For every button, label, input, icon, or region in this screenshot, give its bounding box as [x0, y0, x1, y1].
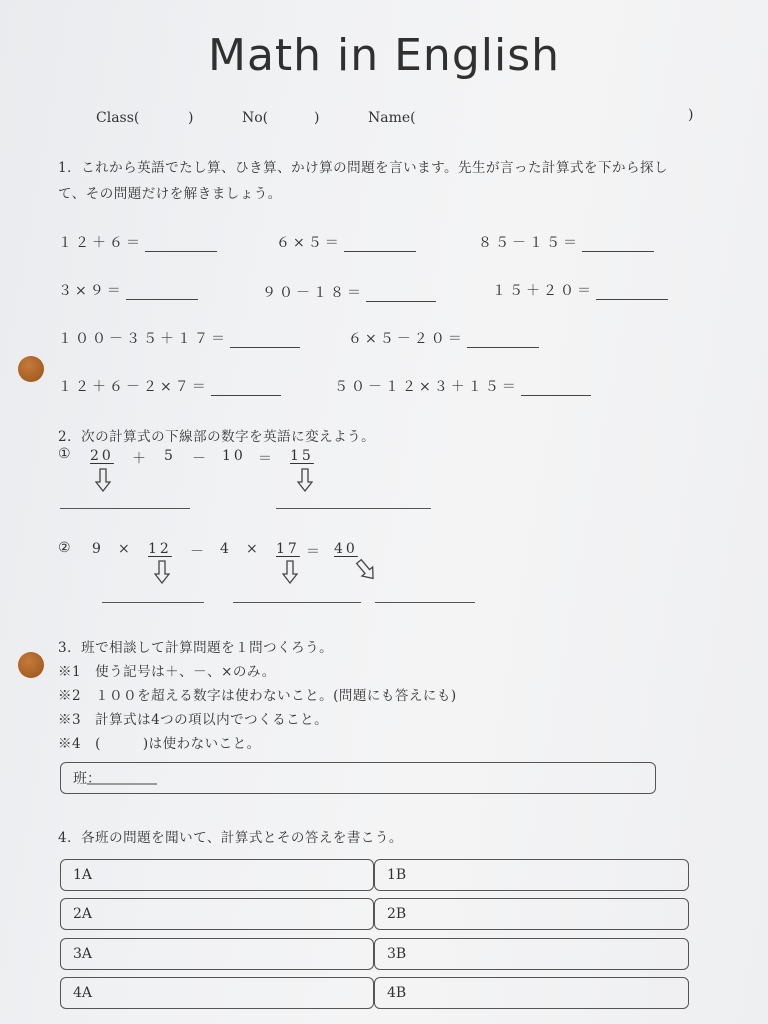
rule-3: ※3 計算式は4つの項以内でつくること。 [58, 712, 329, 728]
item1-eq: ＝ [258, 451, 275, 467]
item2-op1: × [118, 541, 133, 557]
answer-line[interactable] [102, 602, 204, 603]
answer-line[interactable] [276, 508, 431, 509]
answer-box-4a[interactable]: 4A [60, 977, 374, 1009]
item1-op2: － [192, 451, 209, 467]
item2-marker: ② [58, 540, 74, 556]
rule-2: ※2 １００を超える数字は使わないこと。(問題にも答えにも) [58, 688, 457, 704]
item2-op3: × [246, 541, 261, 557]
name-close: ) [688, 107, 694, 123]
problem-5: ９０－１８＝ [262, 282, 436, 302]
answer-box-2b[interactable]: 2B [374, 898, 689, 930]
section4-instruction: 4．各班の問題を聞いて、計算式とその答えを書こう。 [58, 830, 403, 846]
diagonal-arrow-icon [355, 558, 377, 582]
answer-box-3a[interactable]: 3A [60, 938, 374, 970]
item1-ans: 15 [290, 448, 314, 464]
answer-line[interactable] [60, 508, 190, 509]
item2-n1: 9 [92, 541, 104, 557]
binder-hole-top [18, 356, 44, 382]
item1-n1: 20 [90, 448, 114, 464]
answer-box-4b[interactable]: 4B [374, 977, 689, 1009]
item2-n2: 12 [148, 541, 172, 557]
item1-op1: ＋ [132, 451, 149, 467]
answer-line[interactable] [375, 602, 475, 603]
item2-op2: － [190, 544, 207, 560]
problem-1: １２＋６＝ [58, 232, 217, 252]
answer-box-1b[interactable]: 1B [374, 859, 689, 891]
answer-line[interactable] [233, 602, 361, 603]
answer-box-1a[interactable]: 1A [60, 859, 374, 891]
item1-marker: ① [58, 446, 74, 462]
problem-2: ６×５＝ [276, 232, 416, 252]
answer-box-3b[interactable]: 3B [374, 938, 689, 970]
problem-8: ６×５－２０＝ [348, 328, 539, 348]
problem-4: ３×９＝ [58, 280, 198, 300]
name-label: Name( [368, 110, 416, 126]
rule-1: ※1 使う記号は＋、－、×のみ。 [58, 664, 276, 680]
item1-n3: 10 [222, 448, 246, 464]
down-arrow-icon [154, 560, 170, 584]
group-answer-box[interactable] [60, 762, 656, 794]
item2-n4: 17 [276, 541, 300, 557]
item2-n3: 4 [220, 541, 232, 557]
rule-4: ※4 ( )は使わないこと。 [58, 736, 261, 752]
answer-box-2a[interactable]: 2A [60, 898, 374, 930]
down-arrow-icon [297, 468, 313, 492]
problem-6: １５＋２０＝ [492, 280, 668, 300]
section1-instruction-line2: て、その問題だけを解きましょう。 [58, 186, 282, 202]
no-label: No( [242, 110, 269, 126]
class-label: Class( [96, 110, 140, 126]
section3-instruction: 3．班で相談して計算問題を１問つくろう。 [58, 640, 334, 656]
problem-3: ８５－１５＝ [478, 232, 654, 252]
class-close: ) [188, 110, 194, 126]
item1-n2: 5 [164, 448, 176, 464]
item2-eq: ＝ [306, 544, 323, 560]
problem-9: １２＋６－２×７＝ [58, 376, 281, 396]
problem-7: １００－３５＋１７＝ [58, 328, 300, 348]
group-label: 班： [73, 768, 101, 788]
no-close: ) [314, 110, 320, 126]
down-arrow-icon [282, 560, 298, 584]
binder-hole-bottom [18, 652, 44, 678]
item2-ans: 40 [334, 541, 358, 557]
page-title: Math in English [207, 30, 561, 81]
section1-instruction-line1: 1．これから英語でたし算、ひき算、かけ算の問題を言います。先生が言った計算式を下から探し [58, 160, 669, 176]
down-arrow-icon [95, 468, 111, 492]
section2-instruction: 2．次の計算式の下線部の数字を英語に変えよう。 [58, 429, 376, 445]
problem-10: ５０－１２×３＋１５＝ [334, 376, 591, 396]
